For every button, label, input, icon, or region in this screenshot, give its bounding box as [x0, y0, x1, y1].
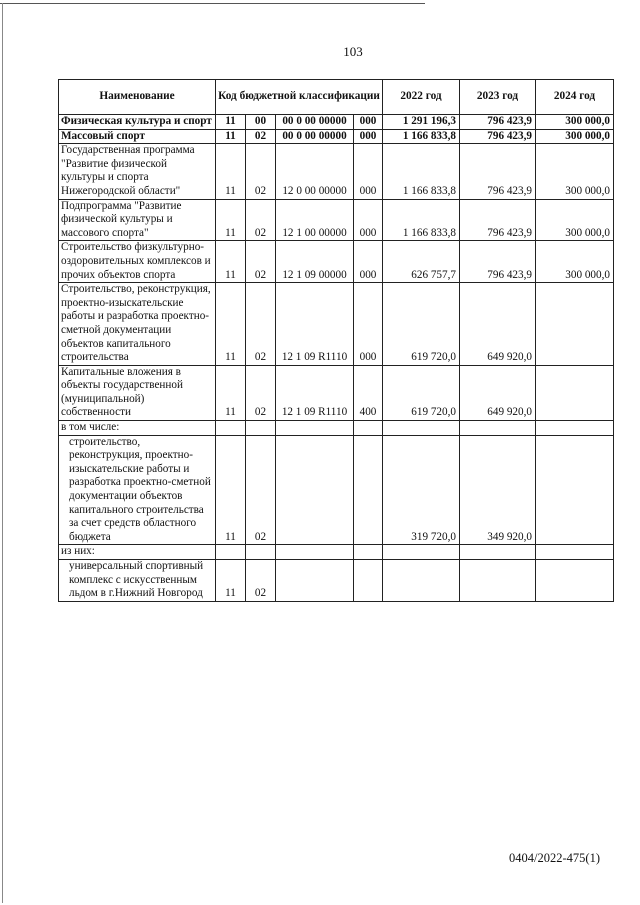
row-name: в том числе:: [59, 421, 216, 436]
row-2022: [383, 560, 460, 602]
row-expense-type: [354, 435, 383, 545]
row-expense-type: 000: [354, 283, 383, 366]
row-2024: [536, 560, 614, 602]
row-target-article: 12 0 00 00000: [276, 144, 354, 199]
row-name: Строительство физкультурно-оздоровительных комплексов и прочих объектов спорта: [59, 241, 216, 283]
row-2024: [536, 283, 614, 366]
header-2024: 2024 год: [536, 80, 614, 115]
row-subsection: 02: [246, 144, 276, 199]
row-2023: 796 423,9: [460, 199, 536, 241]
row-2024: 300 000,0: [536, 144, 614, 199]
row-2023: [460, 545, 536, 560]
top-rule: [0, 3, 425, 4]
row-target-article: [276, 560, 354, 602]
row-section: [216, 545, 246, 560]
row-2022: [383, 421, 460, 436]
row-name: Массовый спорт: [59, 129, 216, 144]
row-subsection: [246, 545, 276, 560]
row-target-article: 00 0 00 00000: [276, 129, 354, 144]
header-code: Код бюджетной классификации: [216, 80, 383, 115]
row-section: [216, 421, 246, 436]
row-expense-type: 000: [354, 129, 383, 144]
left-rule: [2, 3, 3, 903]
table-row: [59, 241, 614, 283]
row-2024: 300 000,0: [536, 241, 614, 283]
table-row: [59, 421, 614, 436]
row-2024: [536, 545, 614, 560]
row-subsection: 02: [246, 199, 276, 241]
document-code: 0404/2022-475(1): [509, 851, 600, 865]
row-name: универсальный спортивный комплекс с искусственным льдом в г.Нижний Новгород: [59, 560, 216, 602]
row-expense-type: [354, 421, 383, 436]
row-name: Капитальные вложения в объекты государственной (муниципальной) собственности: [59, 365, 216, 420]
row-2024: 300 000,0: [536, 115, 614, 130]
row-section: 11: [216, 199, 246, 241]
row-2023: 796 423,9: [460, 115, 536, 130]
row-2024: [536, 365, 614, 420]
row-name: строительство, реконструкция, проектно-изыскательские работы и разработка проектно-сметной документации объектов капитального строительства за счет средств областного бюджета: [59, 435, 216, 545]
header-name: Наименование: [59, 80, 216, 115]
row-section: 11: [216, 435, 246, 545]
table-row: [59, 144, 614, 199]
row-2023: 649 920,0: [460, 365, 536, 420]
row-2023: 796 423,9: [460, 144, 536, 199]
row-target-article: 00 0 00 00000: [276, 115, 354, 130]
row-section: 11: [216, 115, 246, 130]
row-2023: 649 920,0: [460, 283, 536, 366]
row-2024: [536, 435, 614, 545]
table-header-row: [59, 80, 614, 115]
table-row: [59, 365, 614, 420]
row-expense-type: 400: [354, 365, 383, 420]
row-2023: [460, 560, 536, 602]
table-row: [59, 560, 614, 602]
row-target-article: 12 1 00 00000: [276, 199, 354, 241]
row-section: 11: [216, 365, 246, 420]
header-2022: 2022 год: [383, 80, 460, 115]
row-name: из них:: [59, 545, 216, 560]
header-2023: 2023 год: [460, 80, 536, 115]
row-2022: 1 166 833,8: [383, 129, 460, 144]
row-subsection: 00: [246, 115, 276, 130]
row-2023: 796 423,9: [460, 129, 536, 144]
row-expense-type: [354, 545, 383, 560]
row-2022: 319 720,0: [383, 435, 460, 545]
row-2024: [536, 421, 614, 436]
row-2022: 1 166 833,8: [383, 144, 460, 199]
row-expense-type: 000: [354, 199, 383, 241]
row-expense-type: 000: [354, 115, 383, 130]
row-subsection: 02: [246, 365, 276, 420]
row-section: 11: [216, 283, 246, 366]
table-row: [59, 435, 614, 545]
row-subsection: 02: [246, 283, 276, 366]
table-row: [59, 283, 614, 366]
row-2022: 626 757,7: [383, 241, 460, 283]
row-2023: [460, 421, 536, 436]
table-row: [59, 129, 614, 144]
page-number: 103: [343, 44, 363, 59]
row-name: Физическая культура и спорт: [59, 115, 216, 130]
row-target-article: 12 1 09 00000: [276, 241, 354, 283]
row-2024: 300 000,0: [536, 199, 614, 241]
row-expense-type: [354, 560, 383, 602]
row-2022: 1 291 196,3: [383, 115, 460, 130]
row-subsection: 02: [246, 241, 276, 283]
table-row: [59, 545, 614, 560]
row-section: 11: [216, 144, 246, 199]
row-2022: 619 720,0: [383, 365, 460, 420]
table-row: [59, 115, 614, 130]
row-target-article: 12 1 09 R1110: [276, 283, 354, 366]
row-target-article: 12 1 09 R1110: [276, 365, 354, 420]
row-name: Государственная программа "Развитие физической культуры и спорта Нижегородской области": [59, 144, 216, 199]
budget-table: [58, 79, 614, 602]
row-section: 11: [216, 241, 246, 283]
table-row: [59, 199, 614, 241]
row-2022: 1 166 833,8: [383, 199, 460, 241]
row-2023: 349 920,0: [460, 435, 536, 545]
row-section: 11: [216, 129, 246, 144]
row-expense-type: 000: [354, 144, 383, 199]
row-2022: [383, 545, 460, 560]
row-subsection: [246, 421, 276, 436]
row-target-article: [276, 435, 354, 545]
row-subsection: 02: [246, 129, 276, 144]
row-expense-type: 000: [354, 241, 383, 283]
row-2024: 300 000,0: [536, 129, 614, 144]
row-2022: 619 720,0: [383, 283, 460, 366]
row-subsection: 02: [246, 560, 276, 602]
row-name: Подпрограмма "Развитие физической культуры и массового спорта": [59, 199, 216, 241]
row-name: Строительство, реконструкция, проектно-изыскательские работы и разработка проектно-сметной документации объектов капитального строительства: [59, 283, 216, 366]
row-2023: 796 423,9: [460, 241, 536, 283]
row-target-article: [276, 421, 354, 436]
row-section: 11: [216, 560, 246, 602]
row-subsection: 02: [246, 435, 276, 545]
row-target-article: [276, 545, 354, 560]
